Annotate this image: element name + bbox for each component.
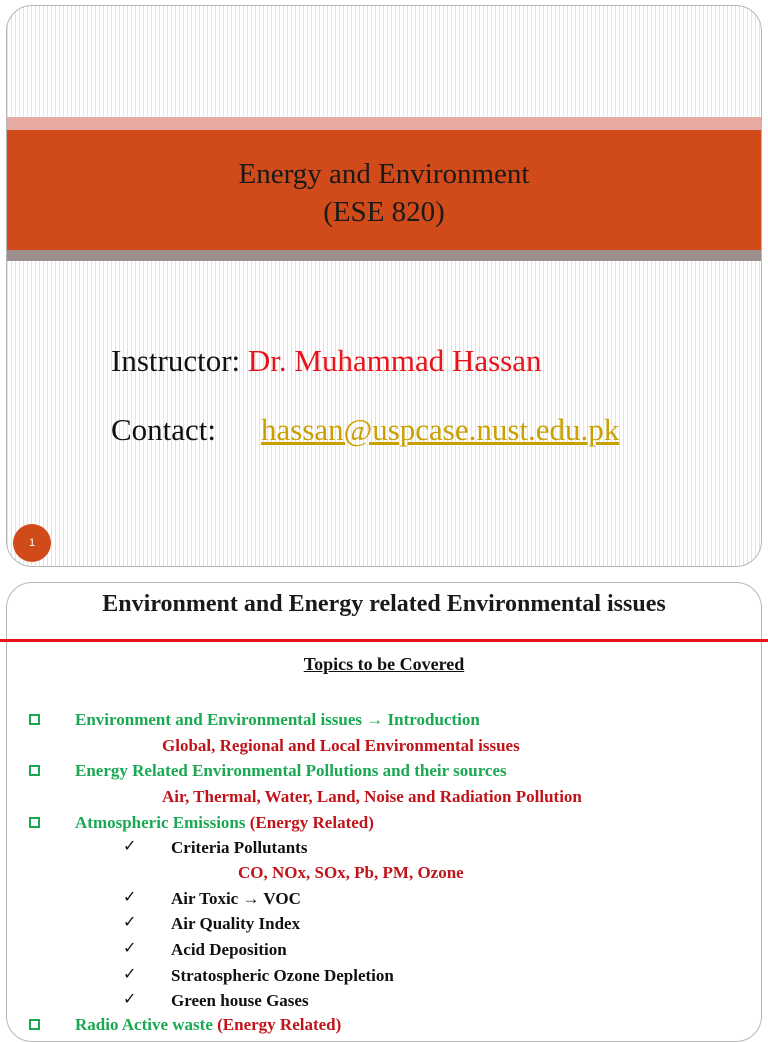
- check-item-criteria: Criteria Pollutants: [171, 838, 308, 857]
- instructor-name: Dr. Muhammad Hassan: [247, 343, 542, 378]
- slide-2-title: Environment and Energy related Environmental issues: [102, 591, 666, 617]
- topic-4-paren: (Energy Related): [217, 1015, 342, 1034]
- check-item-aqi: Air Quality Index: [171, 914, 301, 933]
- topics-heading: Topics to be Covered: [303, 654, 465, 674]
- course-code: (ESE 820): [323, 196, 445, 228]
- topic-bullet-3: [29, 817, 40, 828]
- title-bottom-stripe: [7, 250, 761, 261]
- topic-bullet-2: [29, 765, 40, 776]
- topic-4: [75, 1015, 341, 1035]
- instructor-label: Instructor:: [111, 343, 248, 378]
- topic-bullet-1: [29, 714, 40, 725]
- slide-1: [6, 5, 762, 567]
- topic-2-sub: Air, Thermal, Water, Land, Noise and Radiation Pollution: [162, 787, 582, 806]
- topic-1: Environment and Environmental issues → Introduction: [75, 710, 480, 729]
- course-title: Energy and Environment: [238, 158, 530, 190]
- criteria-sub: CO, NOx, SOx, Pb, PM, Ozone: [238, 863, 464, 882]
- check-icon: ✓: [123, 938, 137, 957]
- topic-bullet-4: [29, 1019, 40, 1030]
- contact-line: [111, 412, 619, 448]
- topic-1-sub: Global, Regional and Local Environmental issues: [162, 736, 520, 755]
- check-item-ghg: Green house Gases: [171, 991, 309, 1010]
- check-item-air-toxic: Air Toxic → VOC: [171, 889, 301, 908]
- topic-4-main: Radio Active waste: [75, 1015, 218, 1034]
- check-item-acid: Acid Deposition: [171, 940, 287, 959]
- page-number-badge: 1: [13, 524, 51, 562]
- check-item-ozone: Stratospheric Ozone Depletion: [171, 966, 394, 985]
- topic-2: Energy Related Environmental Pollutions and their sources: [75, 761, 507, 780]
- contact-email-link[interactable]: hassan@uspcase.nust.edu.pk: [261, 412, 620, 447]
- contact-label: Contact:: [111, 412, 217, 447]
- title-red-rule: [0, 639, 768, 642]
- check-icon: ✓: [123, 964, 137, 983]
- title-band: [7, 130, 761, 250]
- instructor-line: [111, 343, 541, 379]
- check-icon: ✓: [123, 887, 137, 906]
- title-top-stripe: [7, 117, 761, 130]
- check-icon: ✓: [123, 836, 137, 855]
- check-icon: ✓: [123, 912, 137, 931]
- check-icon: ✓: [123, 989, 137, 1008]
- topic-3: [75, 813, 374, 833]
- topic-3-paren: (Energy Related): [249, 813, 374, 832]
- topic-3-main: Atmospheric Emissions: [75, 813, 250, 832]
